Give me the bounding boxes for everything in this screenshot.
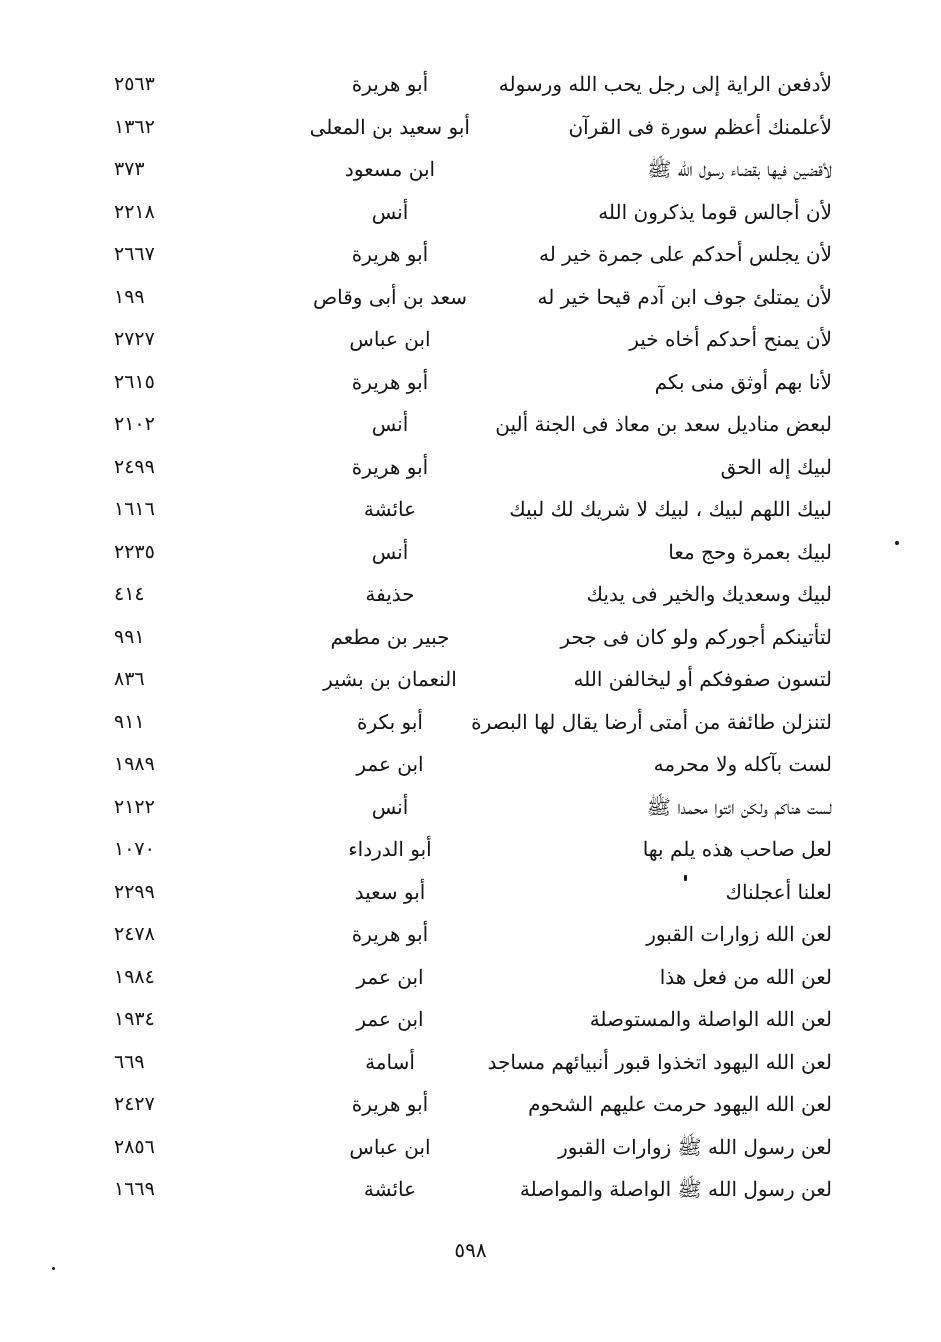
- hadith-text: لبيك وسعديك والخير فى يديك: [586, 582, 832, 606]
- table-row: [100, 233, 840, 276]
- narrator-name: ابن عباس: [349, 1134, 431, 1159]
- hadith-number: ١٩٨٤: [114, 965, 155, 988]
- hadith-text: لعن رسول الله ﷺ الواصلة والمواصلة: [519, 1177, 832, 1201]
- hadith-number: ٢١٠٢: [114, 413, 155, 435]
- hadith-text: لتأتينكم أجوركم ولو كان فى جحر: [560, 624, 832, 649]
- table-row: [100, 616, 840, 659]
- table-row: [100, 701, 840, 744]
- narrator-name: ابن عباس: [349, 327, 431, 351]
- table-row: [100, 488, 840, 531]
- narrator-name: أبو هريرة: [351, 72, 429, 96]
- narrator-name: أبو هريرة: [351, 1092, 429, 1116]
- narrator-name: ابن عمر: [356, 752, 424, 776]
- hadith-text: لعن الله اليهود حرمت عليهم الشحوم: [528, 1092, 832, 1116]
- table-row: [100, 446, 840, 489]
- narrator-name: أبو سعيد: [354, 879, 426, 904]
- hadith-text: لبيك بعمرة وحج معا: [668, 539, 832, 564]
- table-row: [100, 148, 840, 191]
- hadith-text: لبيك إله الحق: [720, 454, 832, 479]
- hadith-text: لأن يجلس أحدكم على جمرة خير له: [539, 242, 832, 266]
- hadith-number: ١٩٨٩: [114, 753, 155, 775]
- narrator-name: النعمان بن بشير: [323, 667, 457, 691]
- hadith-number: ٩٩١: [114, 625, 145, 648]
- narrator-name: سعد بن أبى وقاص: [312, 284, 468, 309]
- hadith-text: لأنا بهم أوثق منى بكم: [654, 369, 832, 394]
- table-row: [100, 1168, 840, 1211]
- narrator-name: ابن عمر: [356, 1007, 424, 1031]
- hadith-number: ١٩٣٤: [114, 1008, 155, 1030]
- hadith-index-table: [100, 63, 840, 1211]
- table-row: [100, 913, 840, 956]
- hadith-text: لعلنا أعجلناك: [725, 879, 832, 904]
- table-row: [100, 531, 840, 574]
- table-row: [100, 318, 840, 361]
- hadith-number: ٢٦٦٧: [114, 243, 155, 265]
- table-row: [100, 998, 840, 1041]
- hadith-text: لعن رسول الله ﷺ زوارات القبور: [558, 1134, 832, 1159]
- table-row: [100, 871, 840, 914]
- hadith-number: ٨٣٦: [114, 668, 145, 690]
- hadith-number: ٦٦٩: [114, 1050, 145, 1073]
- print-speck: [895, 541, 899, 545]
- hadith-number: ١٩٩: [114, 285, 145, 308]
- table-row: [100, 191, 840, 234]
- narrator-name: أبو هريرة: [351, 922, 429, 946]
- table-row: [100, 1041, 840, 1084]
- hadith-text: لعن الله زوارات القبور: [646, 922, 832, 946]
- narrator-name: أبو الدرداء: [348, 837, 432, 861]
- hadith-number: ٢١٢٢: [114, 795, 155, 818]
- hadith-text: لست بآكله ولا محرمه: [653, 752, 832, 776]
- hadith-text: لتسون صفوفكم أو ليخالفن الله: [573, 667, 832, 691]
- hadith-number: ٤١٤: [114, 583, 145, 605]
- print-speck: [52, 1267, 55, 1270]
- hadith-text: لتنزلن طائفة من أمتى أرضا يقال لها البصرة: [471, 709, 832, 734]
- narrator-name: ابن عمر: [356, 964, 424, 989]
- hadith-text: لأن يمتلئ جوف ابن آدم قيحا خير له: [537, 284, 832, 309]
- table-row: [100, 786, 840, 829]
- hadith-text: لبيك اللهم لبيك ، لبيك لا شريك لك لبيك: [509, 497, 832, 521]
- narrator-name: أبو سعيد بن المعلى: [309, 114, 470, 139]
- narrator-name: أنس: [371, 794, 409, 819]
- hadith-number: ٢٦١٥: [114, 370, 155, 393]
- narrator-name: ابن مسعود: [344, 157, 436, 181]
- hadith-text: لعن الله من فعل هذا: [659, 964, 832, 989]
- narrator-name: أبو هريرة: [351, 454, 429, 479]
- hadith-text: لأقضين فيها بقضاء رسول الله ﷺ: [647, 157, 832, 181]
- table-row: [100, 1126, 840, 1169]
- hadith-text: لأدفعن الراية إلى رجل يحب الله ورسوله: [498, 72, 832, 96]
- hadith-text: لعل صاحب هذه يلم بها: [642, 837, 832, 861]
- hadith-text: لأن أجالس قوما يذكرون الله: [598, 199, 832, 224]
- table-row: [100, 403, 840, 446]
- narrator-name: جبير بن مطعم: [330, 624, 450, 649]
- hadith-text: لأن يمنح أحدكم أخاه خير: [629, 327, 832, 351]
- table-row: [100, 276, 840, 319]
- hadith-number: ٢٢٩٩: [114, 880, 155, 903]
- hadith-number: ٢٨٥٦: [114, 1135, 155, 1158]
- hadith-number: ٢٤٢٧: [114, 1093, 155, 1115]
- hadith-number: ٢٥٦٣: [114, 73, 155, 95]
- narrator-name: أبو بكرة: [357, 709, 423, 734]
- hadith-number: ٢٢١٨: [114, 200, 155, 223]
- hadith-number: ١٦٦٩: [114, 1178, 155, 1200]
- table-row: [100, 956, 840, 999]
- table-row: [100, 106, 840, 149]
- table-row: [100, 361, 840, 404]
- table-row: [100, 573, 840, 616]
- hadith-number: ١٦١٦: [114, 498, 155, 520]
- hadith-number: ٢٤٩٩: [114, 455, 155, 478]
- hadith-number: ٢٤٧٨: [114, 923, 155, 945]
- hadith-number: ٣٧٣: [114, 158, 145, 180]
- table-row: [100, 743, 840, 786]
- narrator-name: أنس: [371, 539, 409, 564]
- hadith-number: ٢٧٢٧: [114, 328, 155, 350]
- narrator-name: عائشة: [363, 497, 417, 521]
- table-row: [100, 828, 840, 871]
- table-row: [100, 63, 840, 106]
- narrator-name: حذيفة: [365, 582, 415, 606]
- table-row: [100, 658, 840, 701]
- table-row: [100, 1083, 840, 1126]
- hadith-number: ١٠٧٠: [114, 838, 155, 860]
- print-speck: [684, 875, 687, 881]
- hadith-text: لبعض مناديل سعد بن معاذ فى الجنة ألين: [495, 412, 832, 436]
- hadith-number: ٢٢٣٥: [114, 540, 155, 563]
- hadith-text: لأعلمنك أعظم سورة فى القرآن: [568, 114, 832, 139]
- narrator-name: أنس: [371, 412, 409, 436]
- hadith-text: لست هناكم ولكن ائتوا محمدا ﷺ: [646, 794, 832, 819]
- narrator-name: عائشة: [363, 1177, 417, 1201]
- hadith-text: لعن الله اليهود اتخذوا قبور أنبيائهم مساجد: [487, 1049, 832, 1074]
- narrator-name: أبو هريرة: [351, 369, 429, 394]
- hadith-text: لعن الله الواصلة والمستوصلة: [589, 1007, 832, 1031]
- hadith-number: ١٣٦٢: [114, 115, 155, 138]
- hadith-number: ٩١١: [114, 710, 145, 733]
- page-number: ٥٩٨: [454, 1238, 487, 1262]
- narrator-name: أنس: [371, 199, 409, 224]
- narrator-name: أسامة: [365, 1049, 415, 1074]
- narrator-name: أبو هريرة: [351, 242, 429, 266]
